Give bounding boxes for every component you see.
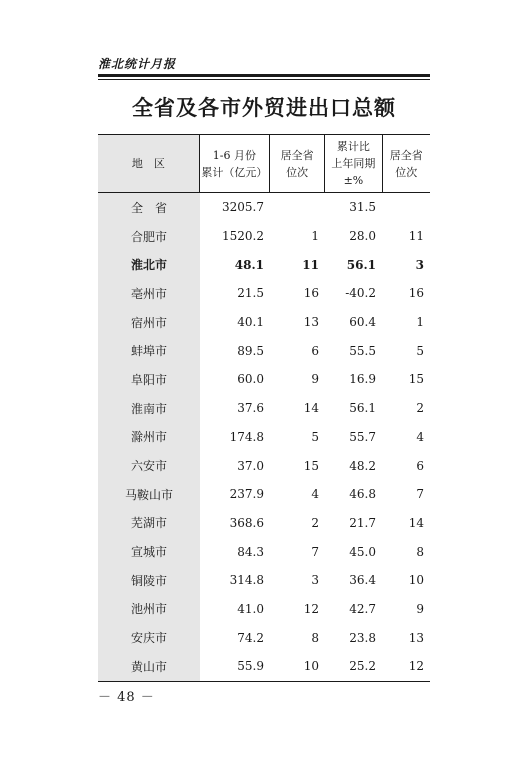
cell-rank: 3: [311, 573, 319, 588]
header-rule-thick: [98, 74, 430, 77]
cell-change: 46.8: [349, 487, 376, 502]
cell-total: 174.8: [229, 429, 264, 444]
cell-total: 368.6: [229, 515, 264, 530]
table-body: [98, 193, 430, 681]
header-rule-thin: [98, 79, 430, 80]
cell-change: 25.2: [349, 659, 376, 674]
table-row: [98, 423, 430, 452]
cell-region: 马鞍山市: [98, 480, 200, 509]
table-row: [98, 308, 430, 337]
cell-change-rank: 15: [408, 372, 424, 387]
cell-change: 45.0: [349, 544, 376, 559]
cell-rank: 4: [311, 487, 319, 502]
publication-title: 淮北统计月报: [98, 57, 177, 71]
cell-rank: 15: [303, 458, 319, 473]
cell-rank: 12: [303, 601, 319, 616]
cell-total: 41.0: [237, 601, 264, 616]
table-row: [98, 537, 430, 566]
cell-region: 全 省: [98, 193, 200, 222]
cell-rank: 13: [303, 315, 319, 330]
table-row: [98, 509, 430, 538]
table-row: [98, 336, 430, 365]
cell-rank: 6: [311, 343, 319, 358]
cell-total: 21.5: [237, 286, 264, 301]
cell-change: 48.2: [349, 458, 376, 473]
cell-change: 42.7: [349, 601, 376, 616]
table-row: [98, 193, 430, 222]
table-row: [98, 566, 430, 595]
page-title: 全省及各市外贸进出口总额: [132, 96, 396, 120]
cell-total: 74.2: [237, 630, 264, 645]
cell-total: 40.1: [237, 315, 264, 330]
cell-region: 合肥市: [98, 222, 200, 251]
header-region: 地 区: [98, 135, 200, 192]
cell-change: 16.9: [349, 372, 376, 387]
cell-region: 滁州市: [98, 423, 200, 452]
cell-change-rank: 9: [416, 601, 424, 616]
cell-region: 宣城市: [98, 537, 200, 566]
cell-change: -40.2: [345, 286, 376, 301]
cell-total: 55.9: [237, 659, 264, 674]
trade-table: [98, 134, 430, 682]
table-row: [98, 480, 430, 509]
table-row: [98, 451, 430, 480]
cell-change-rank: 16: [408, 286, 424, 301]
cell-change: 36.4: [349, 573, 376, 588]
cell-rank: 11: [302, 257, 319, 272]
cell-change-rank: 11: [408, 229, 424, 244]
cell-region: 蚌埠市: [98, 336, 200, 365]
cell-total: 314.8: [229, 573, 264, 588]
cell-total: 1520.2: [222, 229, 264, 244]
cell-change: 28.0: [349, 229, 376, 244]
table-header: [98, 135, 430, 193]
cell-change-rank: 13: [408, 630, 424, 645]
cell-rank: 16: [303, 286, 319, 301]
cell-region: 铜陵市: [98, 566, 200, 595]
cell-change-rank: 8: [416, 544, 424, 559]
table-row: [98, 279, 430, 308]
table-row: [98, 250, 430, 279]
table-row: [98, 394, 430, 423]
cell-rank: 5: [311, 429, 319, 444]
cell-total: 60.0: [237, 372, 264, 387]
cell-change-rank: 1: [416, 315, 424, 330]
cell-rank: 7: [311, 544, 319, 559]
cell-total: 237.9: [229, 487, 264, 502]
cell-region: 黄山市: [98, 652, 200, 681]
cell-change-rank: 10: [408, 573, 424, 588]
cell-region: 宿州市: [98, 308, 200, 337]
cell-change: 23.8: [349, 630, 376, 645]
cell-change: 56.1: [346, 257, 376, 272]
cell-change: 55.5: [349, 343, 376, 358]
table-row: [98, 595, 430, 624]
cell-rank: 2: [311, 515, 319, 530]
header-rank: 居全省 位次: [270, 135, 325, 192]
cell-change-rank: [382, 193, 430, 222]
cell-total: 37.0: [237, 458, 264, 473]
table-row: [98, 365, 430, 394]
cell-total: 89.5: [237, 343, 264, 358]
cell-region: 芜湖市: [98, 509, 200, 538]
cell-region: 阜阳市: [98, 365, 200, 394]
header-change-rank: 居全省 位次: [389, 148, 423, 179]
cell-change-rank: 2: [416, 401, 424, 416]
cell-change: 60.4: [349, 315, 376, 330]
page-number: － 48 －: [98, 690, 155, 705]
cell-change: 21.7: [349, 515, 376, 530]
cell-change-rank: 7: [416, 487, 424, 502]
cell-change: 31.5: [349, 200, 376, 215]
cell-total: 37.6: [237, 401, 264, 416]
cell-change: 56.1: [349, 401, 376, 416]
cell-rank: 9: [311, 372, 319, 387]
cell-region: 淮北市: [98, 250, 200, 279]
cell-total: 3205.7: [222, 200, 264, 215]
table-row: [98, 652, 430, 681]
cell-region: 六安市: [98, 451, 200, 480]
table-row: [98, 623, 430, 652]
cell-change-rank: 14: [408, 515, 424, 530]
cell-change-rank: 5: [416, 343, 424, 358]
cell-change-rank: 6: [416, 458, 424, 473]
cell-rank: 14: [303, 401, 319, 416]
cell-region: 池州市: [98, 595, 200, 624]
table-row: [98, 222, 430, 251]
cell-change-rank: 12: [408, 659, 424, 674]
cell-change: 55.7: [349, 429, 376, 444]
cell-change-rank: 3: [415, 257, 424, 272]
cell-rank: 10: [303, 659, 319, 674]
cell-rank: [270, 193, 325, 222]
cell-rank: 8: [311, 630, 319, 645]
cell-region: 亳州市: [98, 279, 200, 308]
cell-rank: 1: [311, 229, 319, 244]
header-total: 1-6 月份 累计（亿元）: [200, 135, 270, 192]
cell-region: 淮南市: [98, 394, 200, 423]
cell-change-rank: 4: [416, 429, 424, 444]
cell-region: 安庆市: [98, 623, 200, 652]
header-change: 累计比 上年同期 ±%: [325, 135, 382, 192]
cell-total: 48.1: [234, 257, 264, 272]
cell-total: 84.3: [237, 544, 264, 559]
